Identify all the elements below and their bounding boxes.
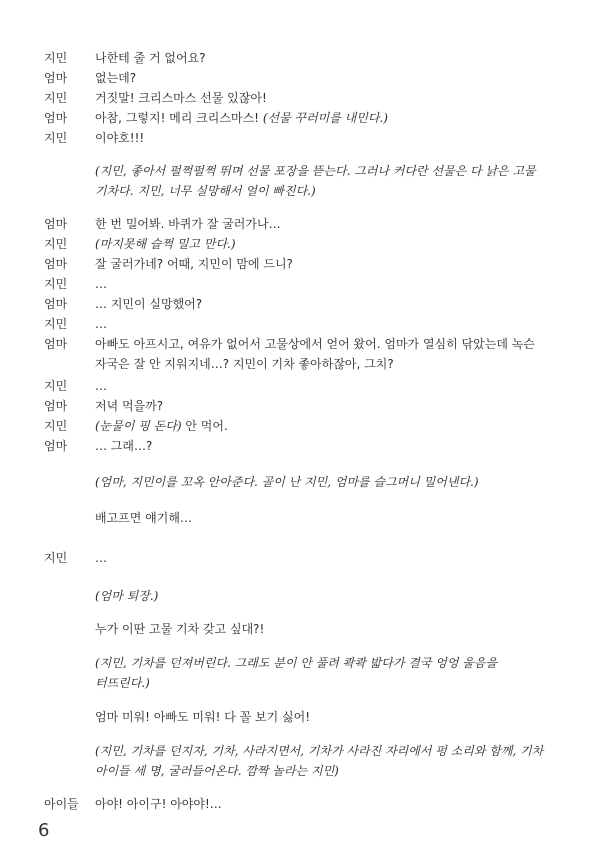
dialogue-text: … 그래…? <box>95 439 153 453</box>
dialogue-text: … <box>95 317 107 331</box>
dialogue-text: 배고프면 얘기해… <box>95 511 192 525</box>
speaker-label: 엄마 <box>44 439 68 453</box>
speaker-label: 지민 <box>44 277 68 291</box>
page-number: 6 <box>38 820 50 841</box>
stage-direction: 기차다. 지민, 너무 실망해서 얼이 빠진다.) <box>95 184 316 198</box>
dialogue-text-part: 아참, 그렇지! 메리 크리스마스! <box>95 111 263 125</box>
speaker-label: 엄마 <box>44 257 68 271</box>
stage-direction: (지민, 좋아서 펄쩍펄쩍 뛰며 선물 포장을 뜯는다. 그러나 커다란 선물은 다 낡은 고물 <box>95 164 536 178</box>
dialogue-text: 아야! 아이구! 아야야!… <box>95 797 222 811</box>
stage-direction-inline: (마지못해 슬쩍 밀고 만다.) <box>95 237 236 251</box>
dialogue-text: 누가 이딴 고물 기차 갖고 싶대?! <box>95 622 265 636</box>
dialogue-text: … <box>95 551 107 565</box>
speaker-label: 엄마 <box>44 337 68 351</box>
stage-direction: (엄마 퇴장.) <box>95 589 159 603</box>
speaker-label: 엄마 <box>44 217 68 231</box>
stage-direction-inline: (선물 꾸러미를 내민다.) <box>262 111 388 125</box>
speaker-label: 지민 <box>44 91 68 105</box>
speaker-label: 지민 <box>44 379 68 393</box>
speaker-label: 엄마 <box>44 297 68 311</box>
dialogue-text: 엄마 미워! 아빠도 미워! 다 꼴 보기 싫어! <box>95 710 311 724</box>
dialogue-text: … <box>95 379 107 393</box>
dialogue-text: 이야호!!! <box>95 131 145 145</box>
stage-direction: 아이들 세 명, 굴러들어온다. 깜짝 놀라는 지민) <box>95 764 339 778</box>
stage-direction: (지민, 기차를 던져버린다. 그래도 분이 안 풀려 콱콱 밟다가 결국 엉엉 울음을 <box>95 656 498 670</box>
dialogue-text: 자국은 잘 안 지워지네…? 지민이 기차 좋아하잖아, 그치? <box>95 357 394 371</box>
stage-direction: (엄마, 지민이를 꼬옥 안아준다. 골이 난 지민, 엄마를 슬그머니 밀어낸다.) <box>95 475 479 489</box>
speaker-label: 지민 <box>44 51 68 65</box>
dialogue-text: 없는데? <box>95 71 137 85</box>
stage-direction: (지민, 기차를 던지자, 기차, 사라지면서, 기차가 사라진 자리에서 펑 소리와 함께, 기차 <box>95 744 544 758</box>
dialogue-text: 나한테 줄 거 없어요? <box>95 51 206 65</box>
dialogue-text: 한 번 밀어봐. 바퀴가 잘 굴러가나… <box>95 217 281 231</box>
dialogue-text: 저녁 먹을까? <box>95 399 164 413</box>
dialogue-text: 거짓말! 크리스마스 선물 있잖아! <box>95 91 267 105</box>
dialogue-text: … 지민이 실망했어? <box>95 297 203 311</box>
speaker-label: 지민 <box>44 237 68 251</box>
dialogue-text-part: 안 먹어. <box>181 419 228 433</box>
dialogue-text: 아빠도 아프시고, 여유가 없어서 고물상에서 얻어 왔어. 엄마가 열심히 닦았는데 녹슨 <box>95 337 535 351</box>
speaker-label: 지민 <box>44 419 68 433</box>
speaker-label: 엄마 <box>44 71 68 85</box>
speaker-label: 지민 <box>44 317 68 331</box>
stage-direction: 터뜨린다.) <box>95 676 150 690</box>
speaker-label: 지민 <box>44 131 68 145</box>
speaker-label: 지민 <box>44 551 68 565</box>
speaker-label: 엄마 <box>44 111 68 125</box>
dialogue-text: … <box>95 277 107 291</box>
dialogue-text: 잘 굴러가네? 어때, 지민이 맘에 드니? <box>95 257 293 271</box>
speaker-label: 엄마 <box>44 399 68 413</box>
stage-direction-inline: (눈물이 핑 돈다) <box>95 419 182 433</box>
dialogue-text <box>95 110 388 127</box>
speaker-label: 아이들 <box>44 797 79 811</box>
dialogue-text <box>95 418 228 435</box>
